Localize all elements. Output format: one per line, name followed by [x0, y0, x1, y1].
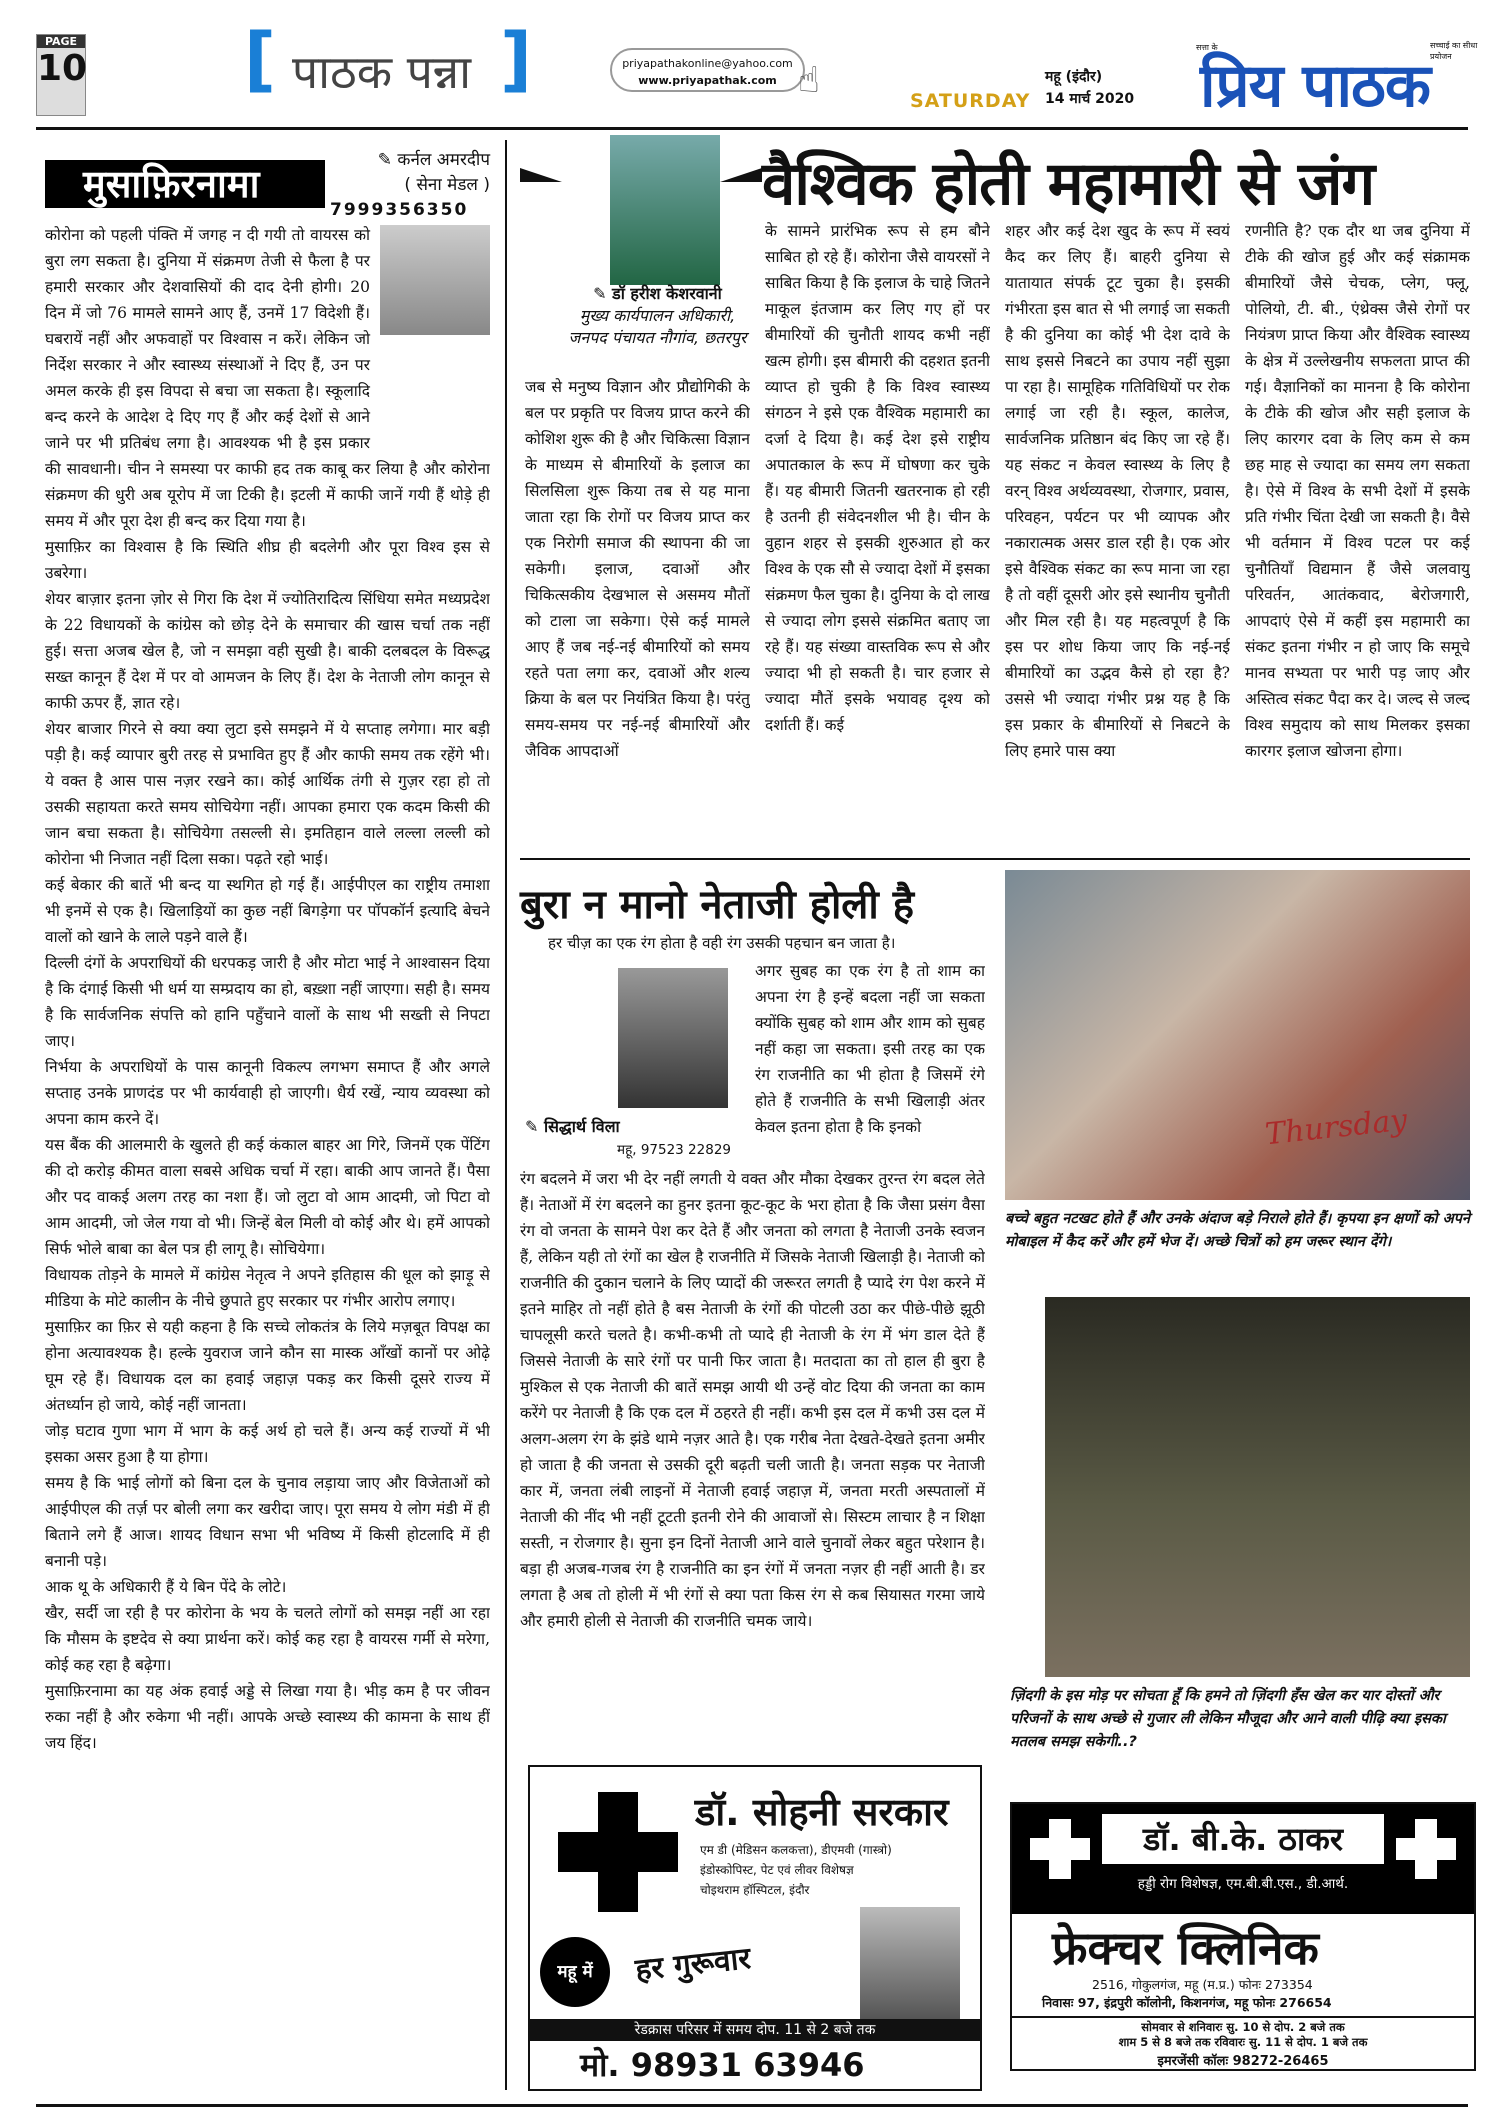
holi-headline: बुरा न मानो नेताजी होली है: [520, 882, 914, 928]
ad2-emergency: इमरजेंसी कॉलः 98272-26465: [1157, 2054, 1329, 2069]
ad-bk-thakar: [1010, 1802, 1476, 2071]
ad2-residence: निवासः 97, इंद्रपुरी कॉलोनी, किशनगंज, महू फोनः 276654: [1042, 1995, 1332, 2010]
medical-cross-icon-vertical: [598, 1792, 638, 1912]
para-13: खैर, सर्दी जा रही है पर कोरोना के भय के चलते लोगों को समझ नहीं आ रहा कि मौसम के इष्टदेव से क्या प्रार्थना करें। कोई कह रहा है वायरस गर्मी से मरेगा, कोई कह रहा है बढ़ेगा।: [45, 1604, 490, 1674]
para-14: मुसाफ़िरनामा का यह अंक हवाई अड्डे से लिखा गया है। भीड़ कम है पर जीवन रुका नहीं है और रुकेगा भी नहीं। आपके अच्छे स्वास्थ्य की कामना के साथ हीं जय हिंद।: [45, 1682, 490, 1752]
ad1-name: डॉ. सोहनी सरकार: [695, 1790, 949, 1834]
logo-small-text: सत्ता के: [1196, 43, 1218, 52]
para-4: कई बेकार की बातें भी बन्द या स्थगित हो गई हैं। आईपीएल का राष्ट्रीय तमाशा भी इनमें से एक है। खिलाड़ियों का कुछ नहीं बिगड़ेगा पर पॉपकॉर्न इत्यादि बेचने वालों को खाने के लाले पड़ने वाले हैं।: [45, 876, 490, 946]
para-7: यस बैंक की आलमारी के खुलते ही कई कंकाल बाहर आ गिरे, जिनमें एक पेंटिंग की दो करोड़ कीमत वाला सबसे अधिक चर्चा में रहा। बाकी आप जानते हैं। पैसा और पद वाकई अलग तरह का नशा हैं। जो लुटा वो आम आदमी, जो पिटा वो आम आदमी, जो जेल गया वो भी। जिन्हें बेल मिली वो कोई और थे। हमें आपको सिर्फ भोले बाबा का बेल पत्र ही लागू है। सोचियेगा।: [45, 1136, 490, 1258]
day-label: SATURDAY: [910, 90, 1031, 112]
author-phone: 7999356350: [330, 200, 469, 220]
lead-bottom-rule: [520, 858, 1470, 860]
lead-headline: वैश्विक होती महामारी से जंग: [762, 149, 1375, 219]
para-11: समय है कि भाई लोगों को बिना दल के चुनाव लड़ाया जाए और विजेताओं को आईपीएल की तर्ज़ पर बोली लगा कर खरीदा जाए। पूरा समय ये लोग मंडी में ही बिताने लगे हैं आज। शायद विधान सभा भी भविष्य में किसी होटलादि में ही बनानी पड़े।: [45, 1474, 490, 1570]
para-1: मुसाफ़िर का विश्वास है कि स्थिति शीघ्र ही बदलेगी और पूरा विश्व इस से उबरेगा।: [45, 538, 490, 582]
hand-cursor-icon: ☝: [798, 60, 820, 101]
kids-caption: बच्चे बहुत नटखट होते हैं और उनके अंदाज बड़े निराले होते हैं। कृपया इन क्षणों को अपने मोबाइल में कैद करें और हमें भेज दें। अच्छे चित्रों को हम जरूर स्थान देंगे।: [1005, 1211, 1470, 1250]
column-body: [45, 222, 490, 2042]
holi-address: महू, 97523 22829: [617, 1142, 732, 1158]
para-10: जोड़ घटाव गुणा भाग में भाग के कई अर्थ हो चले हैं। अन्य कई राज्यों में भी इसका असर हुआ है या होगा।: [45, 1422, 490, 1466]
holi-side: अगर सुबह का एक रंग है तो शाम का अपना रंग है इन्हें बदला नहीं जा सकता क्योंकि सुबह को शाम और शाम को सुबह नहीं कहा जा सकता। इसी तरह का एक रंग राजनीति का भी होता है जिसमें रंगे होते हैं राजनीति के सभी खिलाड़ी अंतर केवल इतना होता है कि इनको: [755, 962, 985, 1136]
column-author: [330, 148, 490, 198]
para-5: दिल्ली दंगों के अपराधियों की धरपकड़ जारी है और मोटा भाई ने आश्वासन दिया है कि दंगाई किसी भी धर्म या सम्प्रदाय का हो, बख़्शा नहीं जाएगा। सही है। समय है कि सार्वजनिक संपत्ति को हानि पहुँचाने वालों के साथ भी सख्ती से निपटा जाए।: [45, 954, 490, 1050]
headline-wedge-left: [520, 168, 562, 182]
holi-author-photo: [618, 968, 728, 1108]
headline-wedge-right: [720, 168, 762, 182]
author-rank: ( सेना मेडल ): [404, 175, 490, 195]
lead-col-c: शहर और कई देश खुद के रूप में स्वयं कैद कर लिए हैं। बाहरी दुनिया से यातायात संपर्क टूट चुका है। इसकी गंभीरता इस बात से भी लगाई जा सकती है की दुनिया का कोई भी देश दावे के साथ इससे निबटने का उपाय नहीं सुझा पा रहा है। सामूहिक गतिविधियों पर रोक लगाई जा रही है। स्कूल, कालेज, सार्वजनिक प्रतिष्ठान बंद किए जा रहे हैं। यह संकट न केवल स्वास्थ्य के लिए है वरन् विश्व अर्थव्यवस्था, रोजगार, प्रवास, परिवहन, पर्यटन पर भी व्यापक और नकारात्मक असर डाल रही है। एक ओर इसे वैश्विक संकट का रूप माना जा रहा है तो वहीं दूसरी ओर इसे स्थानीय चुनौती और मिल रही है। यह महत्वपूर्ण है कि इस पर शोध किया जाए कि नई-नई बीमारियों का उद्भव कैसे हो रहा है? उससे भी ज्यादा गंभीर प्रश्न यह है कि इस प्रकार के बीमारियों से निबटने के लिए हमारे पास क्या: [1005, 222, 1230, 760]
ad1-spec: इंडोस्कोपिस्ट, पेट एवं लीवर विशेषज्ञ: [700, 1863, 854, 1877]
ad2-hours1: सोमवार से शनिवारः सु. 10 से दोप. 2 बजे तक: [1141, 2020, 1345, 2034]
ad2-qual: हड्डी रोग विशेषज्ञ, एम.बी.बी.एस., डी.आर्थ.: [1137, 1876, 1349, 1892]
kids-shirt-text: Thursday: [1263, 1102, 1409, 1153]
bracket-right: ]: [500, 18, 532, 100]
page-number: 10: [37, 48, 88, 89]
photo-spacer: [370, 222, 490, 452]
para-2: शेयर बाज़ार इतना ज़ोर से गिरा कि देश में ज्योतिरादित्य सिंधिया समेत मध्यप्रदेश के 22 विधायकों के कांग्रेस को छोड़ देने के समाचार की खास चर्चा तक नहीं हुई। सत्ता अजब खेल है, जो न समझा वही सुखी है। बाकी दलबदल के विरूद्ध सख्त कानून हैं देश में पर वो आमजन के लिए हैं। देश के नेताजी लोग कानून से काफी ऊपर हैं, ज्ञात रहे।: [45, 590, 490, 712]
bracket-left: [: [244, 18, 276, 100]
para-8: विधायक तोड़ने के मामले में कांग्रेस नेतृत्व ने अपने इतिहास की धूल को झाड़ू से मीडिया के मोटे कालीन के नीचे छुपाते हुए सरकार पर गंभीर आरोप लगाए।: [45, 1266, 490, 1310]
ad-sohni-sarkar: [528, 1765, 982, 2091]
lead-col-a: जब से मनुष्य विज्ञान और प्रौद्योगिकी के बल पर प्रकृति पर विजय प्राप्त करने की कोशिश शुरू की है और चिकित्सा विज्ञान के माध्यम से बीमारियों के इलाज का सिलसिला शुरू किया तब से यह माना जाता रहा कि रोगों पर विजय प्राप्त कर एक निरोगी समाज की स्थापना की जा सकेगी। इलाज, दवाओं और चिकित्सकीय देखभाल से असमय मौतों को टाला जा सकेगा। ऐसे कई मामले आए हैं जब नई-नई बीमारियों को समय रहते पता लगा कर, दवाओं और शल्य क्रिया के बल पर नियंत्रित किया है। परंतु समय-समय पर नई-नई बीमारियों और जैविक आपदाओं: [525, 378, 750, 760]
medical-cross-icon-right-vertical: [1415, 1819, 1437, 1879]
contact-pill: [610, 48, 805, 92]
lead-office: जनपद पंचायत नौगांव, छतरपुर: [568, 328, 747, 347]
para-0: कोरोना को पहली पंक्ति में जगह न दी गयी तो वायरस को बुरा लग सकता है। दुनिया में संक्रमण तेजी से फैला है पर हमारी सरकार और देशवासियों की दाद देनी होगी। 20 दिन में जो 76 मामले सामने आए हैं, उनमें 17 विदेशी हैं। घबरायें नहीं और अफवाहों पर विश्वास न करें। लेकिन जो निर्देश सरकार ने और स्वास्थ्य संस्थाओं ने दिए हैं, उन पर अमल करके ही इस विपदा से बचा जा सकता है। स्कूलादि बन्द करने के आदेश दे दिए गए हैं और कई देशों से आने जाने पर भी प्रतिबंध लगा है। आवश्यक भी है इस प्रकार की सावधानी। चीन ने समस्या पर काफी हद तक काबू कर लिया है और कोरोना संक्रमण की धुरी अब यूरोप में जा टिकी है। इटली में काफी जानें गयी हैं थोड़े ही समय में और पूरा देश ही बन्द कर दिया गया है।: [45, 226, 490, 530]
lead-author-photo: [610, 135, 720, 285]
lead-author: ✎ डॉ हरीश केशरवानी: [593, 284, 722, 303]
ad2-divider: [1012, 2016, 1474, 2018]
logo-tagline: सच्चाई का सीधा प्रयोजन: [1430, 41, 1478, 61]
holi-body: रंग बदलने में जरा भी देर नहीं लगती ये वक्त और मौका देखकर तुरन्त रंग बदल लेते हैं। नेताओं में रंग बदलने का हुनर इतना कूट-कूट के भरा होता है कि जैसा प्रसंग वैसा रंग वो जनता के सामने पेश कर देते हैं और जनता को लगता है नेताजी उनके स्वजन हैं, लेकिन यही तो रंगों का खेल है राजनीति में जिसके नेताजी खिलाड़ी है। नेताजी को राजनीति की दुकान चलाने के लिए प्यादों की जरूरत लगती है प्यादे रंग पेश करने में इतने माहिर तो नहीं होते है बस नेताजी के रंगों की पोटली उठा कर पीछे-पीछे झूठी चापलूसी करते चलते है। कभी-कभी तो प्यादे ही नेताजी के रंग में भंग डाल देते हैं जिससे नेताजी के सारे रंगों पर पानी फिर जाता है। मतदाता का तो हाल ही बुरा है मुश्किल से एक नेताजी की बातें समझ आयी थी उन्हें वोट दिया की जनता का काम करेंगे पर नेताजी है कि एक दल में ठहरते ही नहीं। कभी इस दल में कभी उस दल में अलग-अलग रंग के झंडे थामे नज़र आते है। एक गरीब नेता देखते-देखते इतना अमीर हो जाता है की जनता से उसकी दूरी बढ़ती चली जाती है। जनता सड़क पर नेताजी कार में, जनता लंबी लाइनों में नेताजी हवाई जहाज़ में, जनता मरती अस्पतालों में नेताजी की नींद भी नहीं टूटती इतनी रोने की आवाजों से। सिस्टम लाचार है न शिक्षा सस्ती, न रोजगार है। सुना इन दिनों नेताजी आने वाले चुनावों लेकर बहुत परेशान है। बड़ा ही अजब-गजब रंग है राजनीति का इन रंगों में जनता नज़र ही नहीं आती है। डर लगता है अब तो होली में भी रंगों से क्या पता किस रंग से कब सियासत गरमा जाये और हमारी होली से नेताजी की राजनीति चमक जाये।: [520, 1170, 985, 1630]
page-number-box: [36, 34, 86, 116]
ad2-hours2: शाम 5 से 8 बजे तक रविवारः सु. 11 से दोप. 1 बजे तक: [1118, 2035, 1368, 2049]
city: महू (इंदौर): [1045, 69, 1103, 85]
lead-author-block: [545, 283, 770, 349]
date: 14 मार्च 2020: [1045, 91, 1135, 107]
para-3: शेयर बाजार गिरने से क्या क्या लुटा इसे समझने में ये सप्ताह लगेगा। मार बड़ी पड़ी है। कई व्यापार बुरी तरह से प्रभावित हुए हैं और काफी समय तक रहेंगे भी। ये वक्त है आस पास नज़र रखने का। कोई आर्थिक तंगी से गुज़र रहा हो तो उसकी सहायता करते समय सोचियेगा नहीं। आपका हमारा एक कदम किसी की जान बचा सकता है। सोचियेगा तसल्ली से। इमतिहान वाले लल्ला लल्ली को कोरोना भी निजात नहीं दिला सका। पढ़ते रहो भाई।: [45, 720, 490, 868]
lead-col-b: के सामने प्रारंभिक रूप से हम बौने साबित हो रहे हैं। कोरोना जैसे वायरसों ने साबित किया है कि इलाज के चाहे जितने माकूल इंतजाम कर लिए गए हों पर बीमारियों की चुनौती शायद कभी नहीं खत्म होगी। इस बीमारी की दहशत इतनी व्याप्त हो चुकी है कि विश्व स्वास्थ्य संगठन ने इसे एक वैश्विक महामारी का दर्जा दे दिया है। कई देश इसे राष्ट्रीय अपातकाल के रूप में घोषणा कर चुके हैं। यह बीमारी जितनी खतरनाक हो रही है उतनी ही संवेदनशील भी है। चीन के वुहान शहर से इसकी शुरुआत हो कर विश्व के एक सौ से ज्यादा देशों में इसका संक्रमण फैल चुका है। दुनिया के दो लाख से ज्यादा लोग इससे संक्रमित बताए जा रहे हैं। यह संख्या वास्तविक रूप से और ज्यादा भी हो सकती है। चार हजार से ज्यादा मौतें इसके भयावह दृश्य को दर्शाती हैं। कई: [765, 222, 990, 734]
ad1-venue: रेडक्रास परिसर में समय दोप. 11 से 2 बजे तक: [530, 2019, 980, 2041]
column-divider: [505, 140, 507, 2090]
masthead-logo: प्रिय पाठक: [1200, 51, 1430, 121]
para-12: आक थू के अधिकारी हैं ये बिन पेंदे के लोटे।: [45, 1578, 287, 1596]
page-label: PAGE: [37, 35, 85, 48]
ad1-doctor-photo: [860, 1907, 960, 2019]
author-name: ✎ कर्नल अमरदीप: [377, 150, 490, 170]
ad2-clinic: फ्रेक्चर क्लिनिक: [1052, 1921, 1319, 1975]
website-text[interactable]: www.priyapathak.com: [638, 74, 777, 87]
ad1-hospital: चोइथराम हॉस्पिटल, इंदौर: [700, 1883, 810, 1897]
para-6: निर्भया के अपराधियों के पास कानूनी विकल्प लगभग समाप्त हैं और अगले सप्ताह उनके प्राणदंड पर भी कार्यवाही हो जाएगी। धैर्य रखें, न्याय व्यवस्था को अपना काम करने दें।: [45, 1058, 490, 1128]
holi-lede: हर चीज़ का एक रंग होता है वही रंग उसकी पहचान बन जाता है।: [548, 934, 896, 952]
header-rule: [36, 127, 1468, 130]
para-9: मुसाफ़िर का फ़िर से यही कहना है कि सच्चे लोकतंत्र के लिये मज़बूत विपक्ष का होना अत्यावश्यक है। हल्के युवराज जाने कौन सा मास्क आँखों कानों पर ओढ़े घूम रहे हैं। विधायक दल का हवाई जहाज़ पकड़ कर किसी दूसरे राज्य में अंतर्ध्यान हो जाये, कोई नहीं जानता।: [45, 1318, 490, 1414]
ad2-name: डॉ. बी.के. ठाकर: [1102, 1814, 1384, 1864]
ad1-day: हर गुरूवार: [633, 1941, 753, 1988]
holi-author: ✎ सिद्धार्थ विला: [525, 1117, 620, 1136]
ad1-qual: एम डी (मेडिसन कलकत्ता), डीएमवी (गास्त्रो): [700, 1843, 892, 1857]
section-title: पाठक पन्ना: [292, 45, 471, 99]
page-bottom-rule: [36, 2104, 1468, 2107]
ad2-address: 2516, गोकुलगंज, महू (म.प्र.) फोनः 273354: [1092, 1977, 1313, 1992]
lead-designation: मुख्य कार्यपालन अधिकारी,: [579, 306, 736, 325]
dateline: [1045, 66, 1134, 110]
ad1-mhow-badge: महू में: [540, 1937, 610, 2007]
email-text[interactable]: priyapathakonline@yahoo.com: [622, 57, 793, 70]
kids-photo: [1005, 870, 1470, 1200]
column-title: मुसाफ़िरनामा: [45, 160, 325, 208]
lead-col-d: रणनीति है? एक दौर था जब दुनिया में टीके की खोज हुई और कई संक्रामक बीमारियों जैसे चेचक, प्लेग, फ्लू, पोलियो, टी. बी., एंथ्रेक्स जैसे रोगों पर नियंत्रण प्राप्त किया और वैश्विक स्वास्थ्य के क्षेत्र में उल्लेखनीय सफलता प्राप्त की गई। वैज्ञानिकों का मानना है कि कोरोना के टीके की खोज और सही इलाज के लिए कारगर दवा के लिए कम से कम छह माह से ज्यादा का समय लग सकता है। ऐसे में विश्व के सभी देशों में इसके प्रति गंभीर चिंता देखी जा सकती है। वैसे भी वर्तमान में विश्व पटल पर कई चुनौतियाँ विद्यमान हैं जैसे जलवायु परिवर्तन, आतंकवाद, बेरोजगारी, आपदाएं ऐसे में कहीं इस महामारी का संकट इतना गंभीर न हो जाए कि समूचे मानव सभ्यता पर भारी पड़ जाए और अस्तित्व संकट पैदा कर दे। जल्द से जल्द विश्व समुदाय को साथ मिलकर इसका कारगर इलाज खोजना होगा।: [1245, 222, 1470, 760]
elder-photo: [1045, 1297, 1470, 1677]
elder-caption: ज़िंदगी के इस मोड़ पर सोचता हूँ कि हमने तो ज़िंदगी हँस खेल कर यार दोस्तों और परिजनों के साथ अच्छे से गुजार ली लेकिन मौजूदा और आने वाली पीढ़ि क्या इसका मतलब समझ सकेगी..?: [1010, 1688, 1446, 1750]
ad1-mobile: मो. 98931 63946: [580, 2046, 865, 2084]
medical-cross-icon-vertical: [1049, 1819, 1071, 1879]
